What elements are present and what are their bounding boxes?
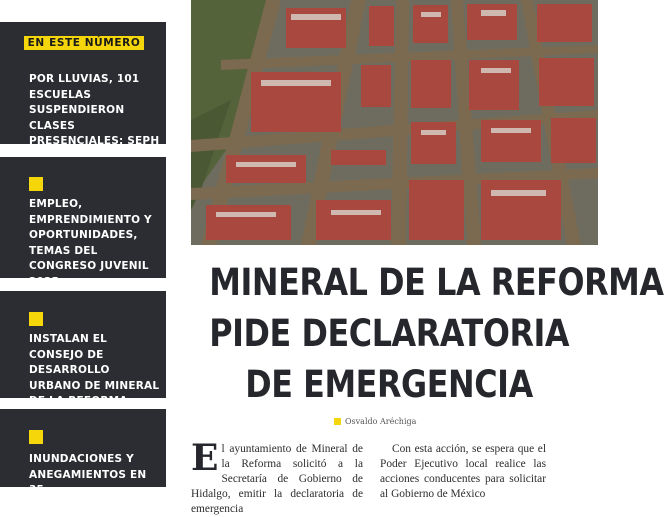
byline bbox=[334, 415, 416, 427]
article-column bbox=[380, 442, 546, 502]
square-bullet-icon bbox=[334, 418, 341, 425]
article-column bbox=[191, 437, 363, 517]
column-text: l ayuntamiento de Mineral de la Reforma solicitó a la Secretaría de Gobierno de Hidalgo, emitir la declaratoria de emergencia bbox=[191, 443, 363, 515]
title-line: DE EMERGENCIA bbox=[245, 363, 533, 406]
author-name: Osvaldo Aréchiga bbox=[345, 416, 417, 426]
sidebar-item-headline[interactable]: EMPLEO, EMPRENDIMIENTO Y OPORTUNIDADES, TEMAS DEL CONGRESO JUVENIL 2025 bbox=[29, 198, 152, 288]
square-bullet-icon bbox=[29, 177, 43, 191]
article-title bbox=[209, 257, 664, 410]
column-text: Con esta acción, se espera que el Poder Ejecutivo local realice las acciones conducentes para solicitar al Gobierno de México bbox=[380, 443, 546, 500]
drop-cap: E bbox=[191, 437, 219, 479]
title-line: PIDE DECLARATORIA bbox=[209, 312, 570, 355]
aerial-flood-photo bbox=[191, 0, 598, 245]
sidebar bbox=[0, 0, 168, 496]
square-bullet-icon bbox=[29, 430, 43, 444]
sidebar-item-headline[interactable]: POR LLUVIAS, 101 ESCUELAS SUSPENDIERON CLASES PRESENCIALES: SEPH bbox=[29, 73, 160, 147]
section-label: EN ESTE NÚMERO bbox=[24, 36, 144, 50]
title-line: MINERAL DE LA REFORMA bbox=[209, 261, 664, 304]
sidebar-item-headline[interactable]: INSTALAN EL CONSEJO DE DESARROLLO URBANO DE MINERAL DE LA REFORMA bbox=[29, 333, 160, 407]
sidebar-item-headline[interactable]: INUNDACIONES Y ANEGAMIENTOS EN 35 bbox=[29, 453, 147, 496]
square-bullet-icon bbox=[29, 312, 43, 326]
